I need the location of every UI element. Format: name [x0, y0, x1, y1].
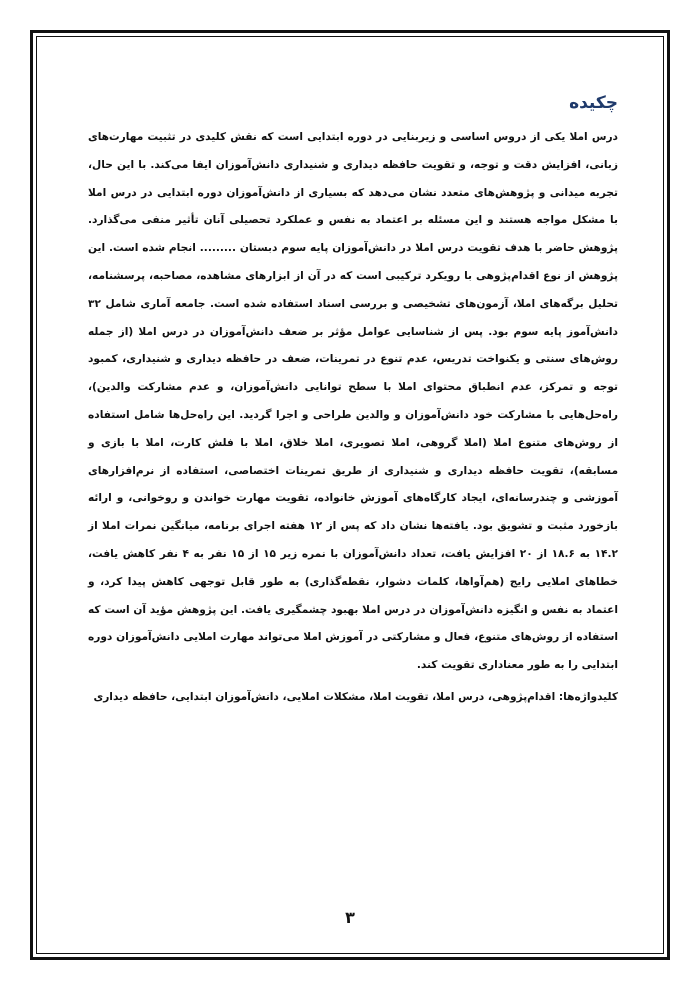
section-heading: چکیده: [569, 93, 618, 113]
abstract-section: [88, 92, 618, 712]
abstract-paragraph: درس املا یکی از دروس اساسی و زیربنایی در دوره ابتدایی است که نقش کلیدی در تثبیت مهارت‌های زبانی، افزایش دقت و توجه، و تقویت حافظه دیداری و شنیداری دانش‌آموزان ایفا می‌کند. با این حال، تجربه میدانی و پژوهش‌های متعدد نشان می‌دهد که بسیاری از دانش‌آموزان دوره ابتدایی در درس املا با مشکل مواجه هستند و این مسئله بر اعتماد به نفس و عملکرد تحصیلی آنان تأثیر منفی می‌گذارد. پژوهش حاضر با هدف تقویت درس املا در دانش‌آموزان پایه سوم دبستان ......... انجام شده است. این پژوهش از نوع اقدام‌پژوهی با رویکرد ترکیبی است که در آن از ابزارهای مشاهده، مصاحبه، پرسشنامه، تحلیل برگه‌های املا، آزمون‌های تشخیصی و بررسی اسناد استفاده شده است. جامعه آماری شامل ۳۲ دانش‌آموز پایه سوم بود. پس از شناسایی عوامل مؤثر بر ضعف دانش‌آموزان در درس املا (از جمله روش‌های سنتی و یکنواخت تدریس، عدم تنوع در تمرینات، ضعف در حافظه دیداری و شنیداری، کمبود توجه و تمرکز، عدم انطباق محتوای املا با سطح توانایی دانش‌آموزان، و عدم مشارکت والدین)، راه‌حل‌هایی با مشارکت خود دانش‌آموزان و والدین طراحی و اجرا گردید. این راه‌حل‌ها شامل استفاده از روش‌های متنوع املا (املا گروهی، املا تصویری، املا خلاق، املا با فلش کارت، املا با بازی و مسابقه)، تقویت حافظه دیداری و شنیداری از طریق تمرینات اختصاصی، استفاده از نرم‌افزارهای آموزشی و چندرسانه‌ای، ایجاد کارگاه‌های آموزش خانواده، تقویت مهارت خواندن و روخوانی، و ارائه بازخورد مثبت و تشویق بود. یافته‌ها نشان داد که پس از ۱۲ هفته اجرای برنامه، میانگین نمرات املا از ۱۴.۲ به ۱۸.۶ از ۲۰ افزایش یافت، تعداد دانش‌آموزان با نمره زیر ۱۵ از ۱۵ نفر به ۴ نفر کاهش یافت، خطاهای املایی رایج (هم‌آواها، کلمات دشوار، نقطه‌گذاری) به طور قابل توجهی کاهش پیدا کرد، و اعتماد به نفس و انگیزه دانش‌آموزان در درس املا بهبود چشمگیری یافت. این پژوهش مؤید آن است که استفاده از روش‌های متنوع، فعال و مشارکتی در آموزش املا می‌تواند مهارت املایی دانش‌آموزان دوره ابتدایی را به طور معناداری تقویت کند.: [88, 131, 619, 672]
page-number: ۳: [345, 908, 355, 927]
keywords-line: کلیدواژه‌ها: اقدام‌پژوهی، درس املا، تقویت املا، مشکلات املایی، دانش‌آموزان ابتدایی، حافظه دیداری: [93, 690, 618, 703]
